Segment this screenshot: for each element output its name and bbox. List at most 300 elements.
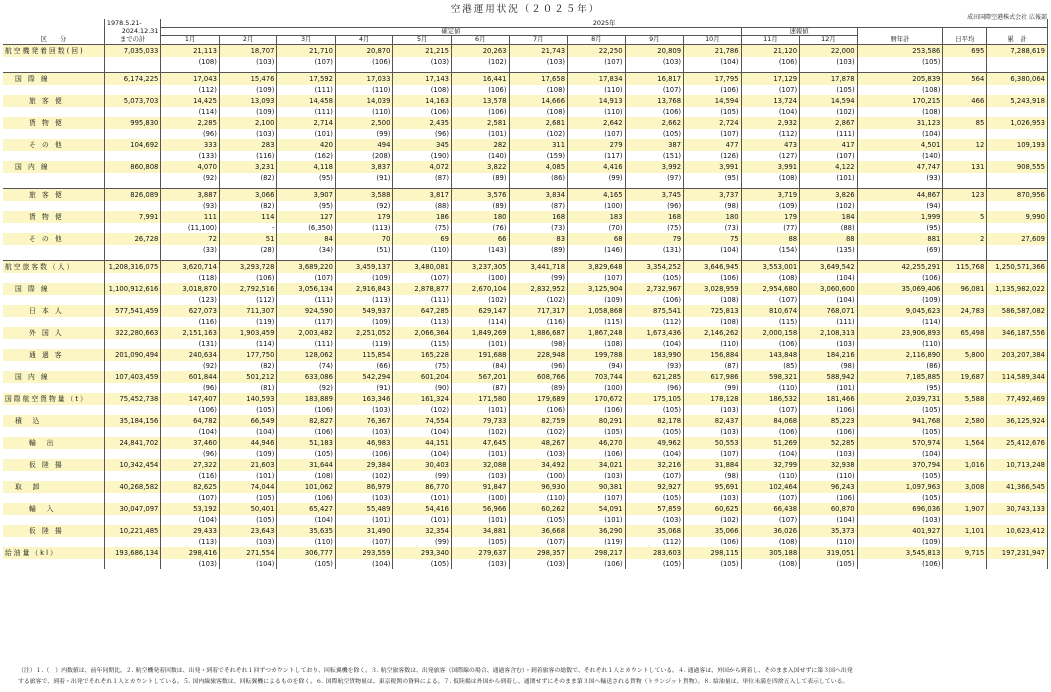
value-cell: 420 bbox=[277, 139, 336, 151]
ratio-cell: (104) bbox=[625, 449, 684, 459]
value-cell: 66,549 bbox=[219, 415, 277, 427]
row-label bbox=[3, 95, 104, 107]
table-row-ratio bbox=[3, 405, 1048, 415]
ratio-cell: (106) bbox=[684, 537, 742, 547]
value-cell: 27,322 bbox=[161, 459, 220, 471]
value-cell: 3,293,728 bbox=[219, 260, 277, 273]
empty-cell bbox=[987, 405, 1048, 415]
empty-cell bbox=[3, 173, 104, 183]
value-cell: 50,401 bbox=[219, 503, 277, 515]
ratio-cell: (131) bbox=[625, 245, 684, 255]
value-cell: 3,719 bbox=[741, 188, 800, 201]
value-cell: 184,216 bbox=[800, 349, 858, 361]
value-cell: 60,625 bbox=[684, 503, 742, 515]
ratio-cell: (103) bbox=[800, 339, 858, 349]
source-label: 成田国際空港株式会社 広報部 bbox=[967, 14, 1047, 21]
row-label-text: 積 込 bbox=[15, 416, 42, 425]
empty-cell bbox=[943, 317, 987, 327]
ratio-cell: (96) bbox=[625, 201, 684, 211]
ratio-cell: (102) bbox=[509, 295, 568, 305]
ratio-cell: (101) bbox=[452, 405, 510, 415]
value-cell: 86,770 bbox=[393, 481, 452, 493]
value-cell: 717,317 bbox=[509, 305, 568, 317]
month-header: 4月 bbox=[335, 35, 393, 44]
value-cell: 14,913 bbox=[568, 95, 626, 107]
value-cell: 279 bbox=[568, 139, 626, 151]
value-cell: 477 bbox=[684, 139, 742, 151]
ratio-cell: (103) bbox=[684, 427, 742, 437]
value-cell: 3,008 bbox=[943, 481, 987, 493]
ratio-cell: (86) bbox=[509, 173, 568, 183]
value-cell: 253,586 bbox=[857, 44, 943, 57]
ratio-cell: (112) bbox=[625, 537, 684, 547]
ratio-cell: (100) bbox=[452, 493, 510, 503]
month-header: 3月 bbox=[277, 35, 336, 44]
value-cell: 197,231,947 bbox=[987, 547, 1048, 559]
value-cell: 12 bbox=[943, 139, 987, 151]
ratio-cell: (110) bbox=[684, 339, 742, 349]
ratio-cell: (89) bbox=[509, 245, 568, 255]
ratio-cell: (104) bbox=[625, 339, 684, 349]
empty-cell bbox=[3, 559, 104, 569]
value-cell: 14,163 bbox=[393, 95, 452, 107]
value-cell: 24,783 bbox=[943, 305, 987, 317]
period-label: 1978.5.21- bbox=[104, 19, 160, 27]
value-cell: 131 bbox=[943, 161, 987, 173]
value-cell: 168 bbox=[625, 211, 684, 223]
table-row bbox=[3, 95, 1048, 107]
value-cell: 17,592 bbox=[277, 72, 336, 85]
value-cell: 42,255,291 bbox=[857, 260, 943, 273]
value-cell: 1,100,912,616 bbox=[104, 283, 160, 295]
value-cell: 184 bbox=[800, 211, 858, 223]
value-cell: 26,728 bbox=[104, 233, 160, 245]
empty-cell bbox=[943, 559, 987, 569]
table-row bbox=[3, 305, 1048, 317]
value-cell: 3,992 bbox=[625, 161, 684, 173]
ratio-cell: (88) bbox=[393, 201, 452, 211]
value-cell: 3,125,904 bbox=[568, 283, 626, 295]
ratio-cell: (107) bbox=[277, 273, 336, 283]
ratio-cell: (73) bbox=[509, 223, 568, 233]
ratio-cell: (108) bbox=[277, 471, 336, 481]
ratio-cell: (101) bbox=[277, 129, 336, 139]
value-cell: 4,072 bbox=[393, 161, 452, 173]
value-cell: 60,262 bbox=[509, 503, 568, 515]
empty-cell bbox=[3, 383, 104, 393]
ratio-cell: (103) bbox=[684, 493, 742, 503]
ratio-cell: (101) bbox=[335, 515, 393, 525]
value-cell: 35,373 bbox=[800, 525, 858, 537]
ratio-cell: (51) bbox=[335, 245, 393, 255]
value-cell: 2,662 bbox=[625, 117, 684, 129]
empty-cell bbox=[104, 129, 160, 139]
month-header: 9月 bbox=[625, 35, 684, 44]
value-cell: 2,251,052 bbox=[335, 327, 393, 339]
value-cell: 3,588 bbox=[335, 188, 393, 201]
value-cell: 15,476 bbox=[219, 72, 277, 85]
row-label bbox=[3, 44, 104, 57]
value-cell: 601,844 bbox=[161, 371, 220, 383]
value-cell: 186,532 bbox=[741, 393, 800, 405]
empty-cell bbox=[3, 129, 104, 139]
value-cell: 88 bbox=[800, 233, 858, 245]
ratio-cell: (108) bbox=[509, 85, 568, 95]
ratio-cell: (104) bbox=[393, 427, 452, 437]
ratio-cell: (34) bbox=[277, 245, 336, 255]
ratio-cell: (110) bbox=[741, 471, 800, 481]
value-cell: 92,927 bbox=[625, 481, 684, 493]
value-cell: 2,867 bbox=[800, 117, 858, 129]
empty-cell bbox=[987, 107, 1048, 117]
empty-cell bbox=[104, 57, 160, 67]
value-cell: 82,625 bbox=[161, 481, 220, 493]
ratio-cell: (106) bbox=[219, 273, 277, 283]
value-cell: 168 bbox=[509, 211, 568, 223]
ratio-cell: (105) bbox=[684, 107, 742, 117]
value-cell: 5,243,918 bbox=[987, 95, 1048, 107]
ratio-cell: (98) bbox=[509, 339, 568, 349]
ratio-cell: (103) bbox=[219, 537, 277, 547]
value-cell: 3,553,001 bbox=[741, 260, 800, 273]
ratio-cell: (116) bbox=[509, 317, 568, 327]
ratio-cell: (119) bbox=[335, 339, 393, 349]
value-cell: 345 bbox=[393, 139, 452, 151]
ratio-cell: (77) bbox=[741, 223, 800, 233]
ratio-cell: (105) bbox=[277, 559, 336, 569]
value-cell: 3,991 bbox=[741, 161, 800, 173]
value-cell: 21,743 bbox=[509, 44, 568, 57]
value-cell: 10,221,485 bbox=[104, 525, 160, 537]
ratio-cell: (118) bbox=[161, 273, 220, 283]
value-cell: 3,826 bbox=[800, 188, 858, 201]
empty-cell bbox=[943, 273, 987, 283]
value-cell: 115,854 bbox=[335, 349, 393, 361]
value-cell: 3,837 bbox=[335, 161, 393, 173]
ratio-cell: (106) bbox=[741, 339, 800, 349]
ratio-cell: (105) bbox=[684, 559, 742, 569]
value-cell: 924,590 bbox=[277, 305, 336, 317]
value-cell: 3,545,813 bbox=[857, 547, 943, 559]
ratio-cell: (100) bbox=[568, 383, 626, 393]
value-cell: 542,294 bbox=[335, 371, 393, 383]
ratio-cell: (75) bbox=[393, 361, 452, 371]
ratio-cell: (99) bbox=[393, 471, 452, 481]
ratio-cell: (111) bbox=[277, 107, 336, 117]
value-cell: 50,553 bbox=[684, 437, 742, 449]
empty-cell bbox=[943, 295, 987, 305]
value-cell: 3,646,945 bbox=[684, 260, 742, 273]
table-row-ratio bbox=[3, 361, 1048, 371]
ratio-cell: (107) bbox=[335, 537, 393, 547]
ratio-cell: (110) bbox=[335, 85, 393, 95]
value-cell: 96,081 bbox=[943, 283, 987, 295]
ratio-cell: (101) bbox=[452, 449, 510, 459]
table-row bbox=[3, 72, 1048, 85]
ratio-cell: (101) bbox=[452, 339, 510, 349]
table-row-ratio bbox=[3, 427, 1048, 437]
value-cell: 10,713,248 bbox=[987, 459, 1048, 471]
value-cell: 80,291 bbox=[568, 415, 626, 427]
notes-line-2: する旅客で、到着・出発でそれぞれ１人とカウントしている。５. 国内線旅客数は、回転翼機によるものを除く。６. 国際航空貨物量は、東京税関の資料による。７. 仮陸揚は外国から到着し、通関せずにそのまま第３国へ輸送される貨物（トランジット貨物）。８. 給油量は、単位未満を四捨五入して表示している。 bbox=[18, 679, 849, 685]
ratio-cell: (112) bbox=[161, 85, 220, 95]
ratio-cell: (104) bbox=[741, 449, 800, 459]
ratio-cell: (105) bbox=[800, 559, 858, 569]
ratio-cell: (92) bbox=[161, 173, 220, 183]
row-label bbox=[3, 161, 104, 173]
value-cell: 1,135,982,022 bbox=[987, 283, 1048, 295]
ratio-cell: (82) bbox=[219, 201, 277, 211]
month-header: 5月 bbox=[393, 35, 452, 44]
table-row bbox=[3, 211, 1048, 223]
month-header: 1月 bbox=[161, 35, 220, 44]
value-cell: 1,101 bbox=[943, 525, 987, 537]
value-cell: 298,217 bbox=[568, 547, 626, 559]
ratio-cell: (28) bbox=[219, 245, 277, 255]
value-cell: 109,193 bbox=[987, 139, 1048, 151]
ratio-cell: (81) bbox=[219, 383, 277, 393]
empty-cell bbox=[943, 449, 987, 459]
month-header: 8月 bbox=[568, 35, 626, 44]
ratio-cell: (103) bbox=[625, 515, 684, 525]
value-cell: 3,817 bbox=[393, 188, 452, 201]
row-label-text: 旅 客 便 bbox=[29, 190, 64, 199]
value-cell: 695 bbox=[943, 44, 987, 57]
value-cell: 24,841,702 bbox=[104, 437, 160, 449]
empty-cell bbox=[3, 273, 104, 283]
ratio-cell: (106) bbox=[452, 85, 510, 95]
ratio-cell: (104) bbox=[684, 57, 742, 67]
ratio-cell: (104) bbox=[161, 515, 220, 525]
ratio-cell: (113) bbox=[393, 317, 452, 327]
empty-cell bbox=[104, 361, 160, 371]
ratio-cell: (110) bbox=[509, 493, 568, 503]
value-cell: 127 bbox=[277, 211, 336, 223]
value-cell: 2,003,482 bbox=[277, 327, 336, 339]
value-cell: 2,878,877 bbox=[393, 283, 452, 295]
value-cell: 5 bbox=[943, 211, 987, 223]
ratio-cell: (93) bbox=[857, 173, 943, 183]
ratio-cell: (105) bbox=[625, 559, 684, 569]
ratio-cell: (105) bbox=[625, 129, 684, 139]
ratio-cell: (106) bbox=[568, 559, 626, 569]
value-cell: 156,884 bbox=[684, 349, 742, 361]
ratio-cell: (111) bbox=[393, 295, 452, 305]
ratio-cell: (107) bbox=[741, 295, 800, 305]
ratio-cell: (101) bbox=[800, 383, 858, 393]
empty-cell bbox=[987, 427, 1048, 437]
ratio-cell: (111) bbox=[800, 129, 858, 139]
value-cell: 703,744 bbox=[568, 371, 626, 383]
value-cell: 170,215 bbox=[857, 95, 943, 107]
ratio-cell: (110) bbox=[857, 339, 943, 349]
value-cell: 60,870 bbox=[800, 503, 858, 515]
ratio-cell: (106) bbox=[857, 273, 943, 283]
ratio-cell: (87) bbox=[509, 201, 568, 211]
ratio-cell: (99) bbox=[335, 129, 393, 139]
value-cell: 10,342,454 bbox=[104, 459, 160, 471]
value-cell: 183,990 bbox=[625, 349, 684, 361]
ratio-cell: (110) bbox=[800, 537, 858, 547]
value-cell: 298,357 bbox=[509, 547, 568, 559]
value-cell: 387 bbox=[625, 139, 684, 151]
value-cell: 48,267 bbox=[509, 437, 568, 449]
ratio-cell: (106) bbox=[800, 427, 858, 437]
ratio-cell: (97) bbox=[625, 173, 684, 183]
value-cell: 23,906,893 bbox=[857, 327, 943, 339]
ratio-cell: (106) bbox=[161, 405, 220, 415]
table-row-ratio bbox=[3, 493, 1048, 503]
value-cell: 4,501 bbox=[857, 139, 943, 151]
value-cell: 31,884 bbox=[684, 459, 742, 471]
value-cell: 881 bbox=[857, 233, 943, 245]
value-cell: 3,991 bbox=[684, 161, 742, 173]
ratio-cell: (115) bbox=[568, 317, 626, 327]
empty-cell bbox=[943, 173, 987, 183]
value-cell: 17,878 bbox=[800, 72, 858, 85]
value-cell: 205,839 bbox=[857, 72, 943, 85]
empty-cell bbox=[3, 515, 104, 525]
ratio-cell: (99) bbox=[509, 273, 568, 283]
value-cell: 14,594 bbox=[684, 95, 742, 107]
value-cell: 1,250,571,366 bbox=[987, 260, 1048, 273]
table-row bbox=[3, 459, 1048, 471]
value-cell: 3,737 bbox=[684, 188, 742, 201]
value-cell: 2,581 bbox=[452, 117, 510, 129]
empty-cell bbox=[104, 471, 160, 481]
ratio-cell: (112) bbox=[741, 129, 800, 139]
value-cell: 311 bbox=[509, 139, 568, 151]
row-label-text: 通 過 客 bbox=[29, 350, 64, 359]
value-cell: 17,143 bbox=[393, 72, 452, 85]
table-row bbox=[3, 327, 1048, 339]
value-cell: 283,603 bbox=[625, 547, 684, 559]
value-cell: 32,088 bbox=[452, 459, 510, 471]
value-cell: 1,867,248 bbox=[568, 327, 626, 339]
value-cell: 2,066,364 bbox=[393, 327, 452, 339]
table-row-ratio bbox=[3, 245, 1048, 255]
value-cell: 577,541,459 bbox=[104, 305, 160, 317]
value-cell: 17,834 bbox=[568, 72, 626, 85]
ratio-cell: (82) bbox=[219, 361, 277, 371]
value-cell: 36,026 bbox=[741, 525, 800, 537]
month-header: 6月 bbox=[452, 35, 510, 44]
table-row-ratio bbox=[3, 317, 1048, 327]
empty-cell bbox=[3, 339, 104, 349]
ratio-cell: (99) bbox=[568, 173, 626, 183]
ratio-cell: (127) bbox=[741, 151, 800, 161]
ratio-cell: (113) bbox=[161, 537, 220, 547]
value-cell: 53,192 bbox=[161, 503, 220, 515]
empty-cell bbox=[987, 537, 1048, 547]
period-label-end: 2024.12.31 bbox=[104, 27, 160, 35]
value-cell: 56,966 bbox=[452, 503, 510, 515]
value-cell: 4,070 bbox=[161, 161, 220, 173]
ratio-cell: (107) bbox=[741, 405, 800, 415]
ratio-cell: (103) bbox=[800, 57, 858, 67]
row-label bbox=[3, 547, 104, 559]
value-cell: 47,645 bbox=[452, 437, 510, 449]
value-cell: 29,384 bbox=[335, 459, 393, 471]
value-cell: 183 bbox=[568, 211, 626, 223]
month-header: 7月 bbox=[509, 35, 568, 44]
value-cell: 20,870 bbox=[335, 44, 393, 57]
value-cell: 95,691 bbox=[684, 481, 742, 493]
row-label bbox=[3, 415, 104, 427]
value-cell: 4,085 bbox=[509, 161, 568, 173]
value-cell: 66,438 bbox=[741, 503, 800, 515]
ratio-cell: (107) bbox=[625, 471, 684, 481]
empty-cell bbox=[943, 85, 987, 95]
value-cell: 64,782 bbox=[161, 415, 220, 427]
row-label-text: 国 内 線 bbox=[15, 162, 50, 171]
table-row bbox=[3, 44, 1048, 57]
empty-cell bbox=[943, 361, 987, 371]
table-row bbox=[3, 161, 1048, 173]
empty-cell bbox=[943, 151, 987, 161]
table-row bbox=[3, 283, 1048, 295]
value-cell: 34,492 bbox=[509, 459, 568, 471]
empty-cell bbox=[104, 107, 160, 117]
ratio-cell: (101) bbox=[568, 515, 626, 525]
ratio-cell: (106) bbox=[857, 559, 943, 569]
ratio-cell: (116) bbox=[161, 471, 220, 481]
ratio-cell: (103) bbox=[335, 405, 393, 415]
row-label bbox=[3, 327, 104, 339]
ratio-cell: (109) bbox=[857, 295, 943, 305]
table-row bbox=[3, 349, 1048, 361]
period-label-until: までの計 bbox=[104, 35, 160, 44]
value-cell: 22,250 bbox=[568, 44, 626, 57]
value-cell: 143,848 bbox=[741, 349, 800, 361]
row-label bbox=[3, 188, 104, 201]
ratio-cell: (103) bbox=[568, 471, 626, 481]
empty-cell bbox=[987, 273, 1048, 283]
value-cell: 107,403,459 bbox=[104, 371, 160, 383]
value-cell: 91,847 bbox=[452, 481, 510, 493]
ratio-cell: (91) bbox=[335, 383, 393, 393]
value-cell: 21,710 bbox=[277, 44, 336, 57]
value-cell: 647,285 bbox=[393, 305, 452, 317]
ratio-cell: (110) bbox=[277, 537, 336, 547]
ratio-cell: (98) bbox=[684, 471, 742, 481]
value-cell: 186 bbox=[393, 211, 452, 223]
month-header: 12月 bbox=[800, 35, 858, 44]
ratio-cell: (99) bbox=[393, 537, 452, 547]
value-cell: 3,887 bbox=[161, 188, 220, 201]
value-cell: 4,122 bbox=[800, 161, 858, 173]
ratio-cell: (106) bbox=[800, 493, 858, 503]
row-label bbox=[3, 283, 104, 295]
preliminary-header: 速報値 bbox=[741, 27, 857, 35]
value-cell: 549,937 bbox=[335, 305, 393, 317]
row-label-text: 旅 客 便 bbox=[29, 96, 64, 105]
value-cell: 2,932 bbox=[741, 117, 800, 129]
ratio-cell: (119) bbox=[568, 537, 626, 547]
ratio-cell: (11,100) bbox=[161, 223, 220, 233]
value-cell: 3,354,252 bbox=[625, 260, 684, 273]
value-cell: 2,916,843 bbox=[335, 283, 393, 295]
value-cell: 333 bbox=[161, 139, 220, 151]
value-cell: 1,058,868 bbox=[568, 305, 626, 317]
value-cell: 17,795 bbox=[684, 72, 742, 85]
value-cell: 46,270 bbox=[568, 437, 626, 449]
ratio-cell: (84) bbox=[452, 361, 510, 371]
value-cell: 23,643 bbox=[219, 525, 277, 537]
value-cell: 17,033 bbox=[335, 72, 393, 85]
ratio-cell: (146) bbox=[568, 245, 626, 255]
value-cell: 567,201 bbox=[452, 371, 510, 383]
